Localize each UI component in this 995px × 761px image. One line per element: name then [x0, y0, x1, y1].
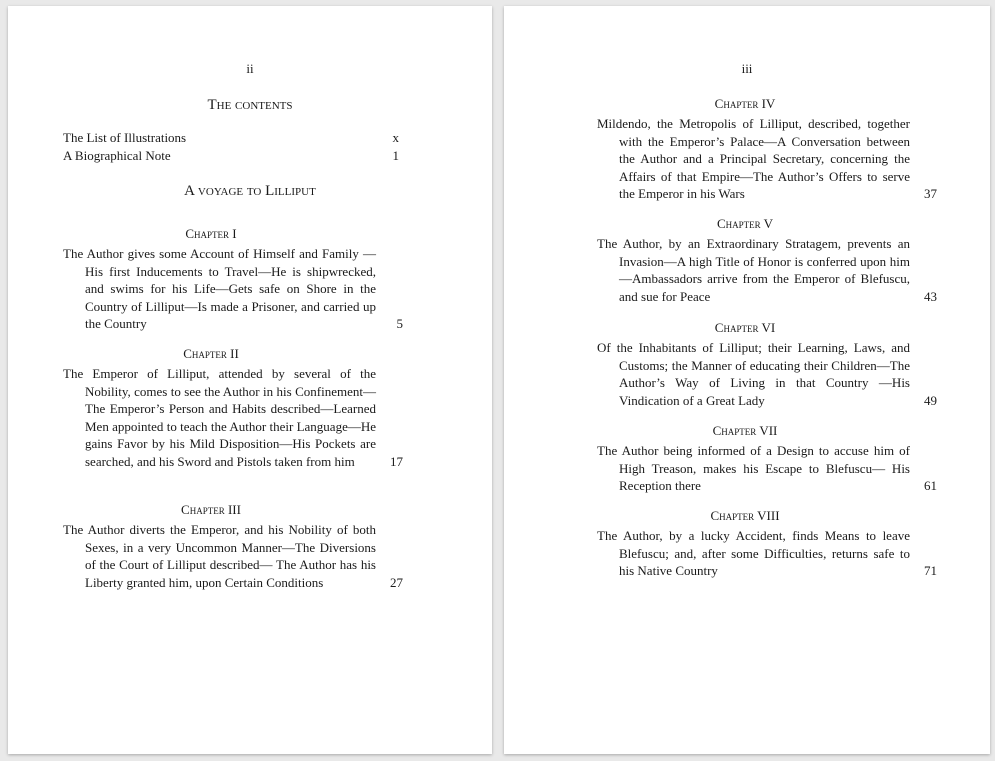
chapter-entry-4[interactable]	[597, 95, 937, 203]
chapter-heading: Chapter VIII	[710, 508, 780, 523]
chapter-heading: Chapter III	[181, 502, 241, 517]
entry-page: x	[392, 130, 399, 145]
chapter-summary: The Author, by a lucky Accident, finds Means to leave Blefuscu; and, after some Difficulties, returns safe to his Native Country	[597, 528, 910, 579]
chapter-heading: Chapter V	[716, 216, 774, 231]
chapter-entry-1[interactable]	[63, 225, 403, 333]
chapter-page-number: 27	[390, 574, 403, 590]
chapter-summary: The Author diverts the Emperor, and his Nobility of both Sexes, in a very Uncommon Manner—The Diversions of the Court of Lilliput described— The Author has his Liberty granted him, upon Certain Conditions	[63, 522, 376, 590]
chapter-heading: Chapter VI	[714, 320, 776, 335]
chapter-heading: Chapter I	[185, 226, 237, 241]
chapter-entry-5[interactable]	[597, 215, 937, 305]
chapter-summary: The Author, by an Extraordinary Stratagem, prevents an Invasion—A high Title of Honor is conferred upon him—Ambassadors arrive from the Emperor of Blefuscu, and sue for Peace	[597, 236, 910, 304]
voyage-title: A voyage to Lilliput	[184, 183, 316, 199]
entry-title: A Biographical Note	[63, 148, 171, 163]
right-page	[504, 6, 990, 754]
chapter-page-number: 61	[924, 478, 937, 494]
entry-title: The List of Illustrations	[63, 130, 187, 145]
chapter-page-number: 17	[390, 453, 403, 469]
chapter-entry-7[interactable]	[597, 422, 937, 495]
chapter-summary: Mildendo, the Metropolis of Lilliput, described, together with the Emperor’s Palace—A Conversation between the Author and a Principal Secretary, concerning the Affairs of that Empire—The Author’s Offers to serve the Emperor in his Wars	[597, 116, 910, 202]
chapter-summary: Of the Inhabitants of Lilliput; their Learning, Laws, and Customs; the Manner of educating their Children—The Author’s Way of Living in that Country —His Vindication of a Great Lady	[597, 340, 910, 408]
chapter-page-number: 5	[396, 316, 403, 332]
chapter-page-number: 43	[924, 288, 937, 304]
chapter-page-number: 37	[924, 186, 937, 202]
contents-title: The contents	[207, 97, 293, 113]
page-number-iii: iii	[741, 61, 753, 76]
chapter-entry-6[interactable]	[597, 319, 937, 409]
chapter-entry-8[interactable]	[597, 507, 937, 580]
contents-entry-biographical-note[interactable]	[63, 147, 399, 165]
chapter-summary: The Author gives some Account of Himself and Family —His first Inducements to Travel—He is shipwrecked, and swims for his Life—Gets safe on Shore in the Country of Lilliput—Is made a Prisoner, and carried up the Country	[63, 246, 376, 332]
chapter-entry-2[interactable]	[63, 345, 403, 471]
chapter-page-number: 71	[924, 563, 937, 579]
chapter-heading: Chapter IV	[714, 96, 776, 111]
contents-entry-list-of-illustrations[interactable]	[63, 129, 399, 147]
chapter-summary: The Emperor of Lilliput, attended by several of the Nobility, comes to see the Author in his Confinement—The Emperor’s Person and Habits described—Learned Men appointed to teach the Author their Language—He gains Favor by his Mild Disposition—His Pockets are searched, and his Sword and Pistols taken from him	[63, 366, 376, 469]
chapter-heading: Chapter VII	[712, 423, 778, 438]
chapter-page-number: 49	[924, 392, 937, 408]
chapter-entry-3[interactable]	[63, 501, 403, 591]
left-page	[8, 6, 492, 754]
chapter-heading: Chapter II	[183, 346, 239, 361]
chapter-summary: The Author being informed of a Design to accuse him of High Treason, makes his Escape to Blefuscu— His Reception there	[597, 443, 910, 494]
page-number-ii: ii	[246, 61, 254, 76]
entry-page: 1	[392, 148, 399, 163]
